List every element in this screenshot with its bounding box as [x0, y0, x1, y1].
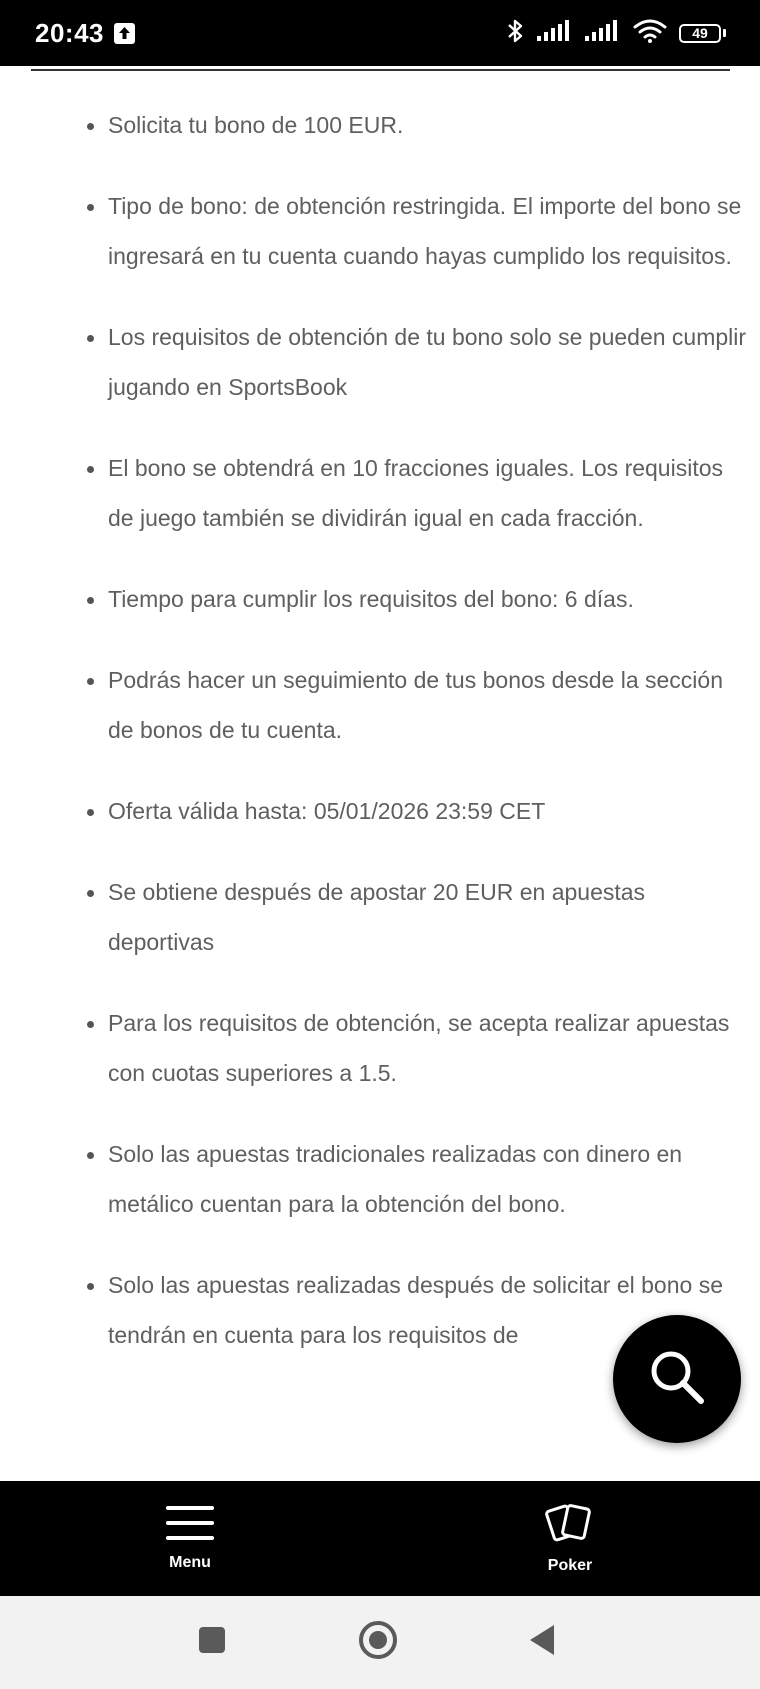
back-button[interactable]	[502, 1596, 582, 1689]
list-item: Para los requisitos de obtención, se acepta realizar apuestas con cuotas superiores a 1.5.	[84, 998, 748, 1098]
battery-icon	[679, 24, 726, 43]
wifi-icon	[633, 19, 667, 48]
status-time: 20:43	[35, 17, 104, 48]
list-item: Solo las apuestas realizadas después de solicitar el bono se tendrán en cuenta para los requisitos de	[84, 1260, 748, 1360]
list-item: Oferta válida hasta: 05/01/2026 23:59 CET	[84, 786, 748, 836]
bonus-terms-list	[0, 100, 760, 1360]
nav-poker-label: Poker	[547, 1557, 593, 1574]
list-item: Tiempo para cumplir los requisitos del bono: 6 días.	[84, 574, 748, 624]
bonus-terms-content[interactable]	[0, 100, 760, 1480]
top-divider	[31, 69, 730, 71]
search-icon	[645, 1345, 709, 1414]
upload-icon	[114, 23, 135, 44]
list-item: Podrás hacer un seguimiento de tus bonos desde la sección de bonos de tu cuenta.	[84, 655, 748, 755]
list-item: Solicita tu bono de 100 EUR.	[84, 100, 748, 150]
system-nav-bar	[0, 1596, 760, 1689]
battery-level: 49	[679, 24, 721, 43]
bluetooth-icon	[507, 18, 525, 49]
nav-poker-button[interactable]	[470, 1481, 670, 1596]
list-item: Los requisitos de obtención de tu bono solo se pueden cumplir jugando en SportsBook	[84, 312, 748, 412]
back-icon	[527, 1623, 557, 1662]
signal-icon	[537, 20, 573, 47]
home-button[interactable]	[338, 1596, 418, 1689]
status-right	[507, 18, 726, 49]
nav-menu-button[interactable]	[90, 1481, 290, 1596]
hamburger-icon	[165, 1505, 215, 1546]
cards-icon	[545, 1502, 595, 1549]
home-icon	[358, 1620, 398, 1665]
recents-icon	[197, 1625, 227, 1660]
search-button[interactable]	[613, 1315, 741, 1443]
recents-button[interactable]	[172, 1596, 252, 1689]
list-item: El bono se obtendrá en 10 fracciones iguales. Los requisitos de juego también se dividirán igual en cada fracción.	[84, 443, 748, 543]
list-item: Tipo de bono: de obtención restringida. El importe del bono se ingresará en tu cuenta cuando hayas cumplido los requisitos.	[84, 181, 748, 281]
status-bar	[0, 0, 760, 66]
list-item: Se obtiene después de apostar 20 EUR en apuestas deportivas	[84, 867, 748, 967]
nav-menu-label: Menu	[169, 1554, 211, 1571]
status-left	[35, 18, 135, 49]
bottom-nav	[0, 1481, 760, 1596]
list-item: Solo las apuestas tradicionales realizadas con dinero en metálico cuentan para la obtención del bono.	[84, 1129, 748, 1229]
signal-icon	[585, 20, 621, 47]
